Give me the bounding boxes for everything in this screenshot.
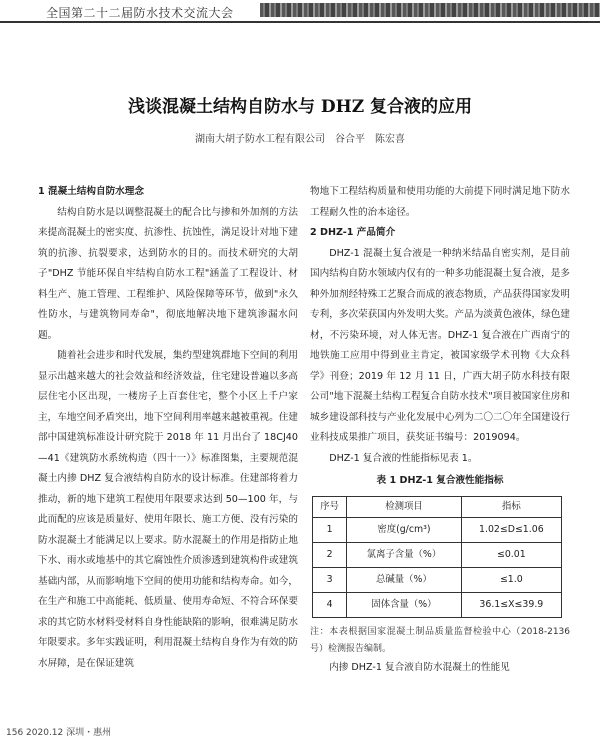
- table-cell: 3: [313, 568, 347, 593]
- table-row: [313, 543, 562, 568]
- table-cell: ≤0.01: [461, 543, 561, 568]
- performance-table: [312, 496, 562, 619]
- section-heading-1: 1 混凝土结构自防水理念: [38, 186, 144, 197]
- table-header-cell: 序号: [313, 496, 347, 518]
- paragraph: DHZ-1 混凝土复合液是一种纳米结晶自密实剂，是目前国内结构自防水领域内仅有的一种多功能混凝土复合液，是多种外加剂经特殊工艺聚合而成的液态物质，产品获得国家发明专利，多次荣获国内外发明大奖。产品为淡黄色液体，绿色建材，不污染环境，对人体无害。DHZ-1 复合液在广西南宁的地铁施工应用中得到业主肯定，被国家级学术刊物《大众科学》刊登；2019 年 12 月 11 日，广西大胡子防水科技有限公司"地下混凝土结构工程复合自防水技术"项目被国家住房和城乡建设部科技与产业化发展中心列为二〇二〇年全国建设行业科技成果推广项目，获奖证书编号：2019094。: [310, 247, 570, 443]
- table-row: [313, 518, 562, 543]
- table-cell: 1: [313, 518, 347, 543]
- table-note: 注：本表根据国家混凝土制品质量监督检验中心（2018-2136 号）检测报告编制。: [310, 627, 570, 654]
- table-cell: 1.02≤D≤1.06: [461, 518, 561, 543]
- table-header-cell: 指标: [461, 496, 561, 518]
- table-cell: 氯离子含量（%）: [347, 543, 461, 568]
- table-cell: 2: [313, 543, 347, 568]
- section-heading-2: 2 DHZ-1 产品简介: [310, 227, 396, 238]
- paragraph: 随着社会进步和时代发展，集约型建筑群地下空间的利用显示出越来越大的社会效益和经济效益，住宅建设普遍以多高层住宅小区出现，一楼房子上百套住宅，整个小区上千户家主，车地空间矛盾突出，地下空间利用率越来越被重视。住建部中国建筑标准设计研究院于 2018 年 11 月出台了 18CJ40—41《建筑防水系统构造（四十一）》标准图集，主要规范混凝土内掺 DHZ 复合液结构自防水的设计标准。住建部将着力推动，新的地下建筑工程使用年限要求达到 50—100 年，与此而配的应该是质量好、使用年限长、施工方便、没有污染的防水混凝土才能满足以上要求。防水混凝土的作用是指防止地下水、雨水或地基中的其它腐蚀性介质渗透到建筑构件或建筑基础内部，从而影响地下空间的使用功能和结构寿命。如今，在生产和施工中高能耗、低质量、使用寿命短、不符合环保要求的其它防水材料受材料自身性能缺陷的影响，很难满足防水年限要求。多年实践证明，利用混凝土结构自身作为有效的防水屏障，是在保证建筑: [38, 350, 298, 669]
- paragraph: 物地下工程结构质量和使用功能的大前提下同时满足地下防水工程耐久性的治本途径。: [310, 186, 570, 218]
- table-row: [313, 568, 562, 593]
- article-title: 浅谈混凝土结构自防水与 DHZ 复合液的应用: [127, 97, 473, 117]
- table-header-row: [313, 496, 562, 518]
- table-caption: 表 1 DHZ-1 复合液性能指标: [376, 475, 504, 486]
- header-rule: [0, 21, 600, 23]
- header-decoration: [260, 3, 600, 17]
- running-header-text: 全国第二十二届防水技术交流大会: [46, 6, 234, 20]
- table-cell: 36.1≤X≤39.9: [461, 593, 561, 618]
- table-cell: 密度(g/cm³): [347, 518, 461, 543]
- left-column: [38, 182, 298, 674]
- paragraph: DHZ-1 复合液的性能指标见表 1。: [329, 452, 478, 464]
- article-byline: 湖南大胡子防水工程有限公司 谷合平 陈宏喜: [195, 134, 405, 145]
- right-column: [310, 182, 570, 679]
- paragraph: 内掺 DHZ-1 复合液自防水混凝土的性能见: [329, 662, 510, 673]
- table-header-cell: 检测项目: [347, 496, 461, 518]
- table-cell: 总碱量（%）: [347, 568, 461, 593]
- page-footer: 156 2020.12 深圳・惠州: [6, 728, 112, 738]
- table-row: [313, 593, 562, 618]
- table-cell: 4: [313, 593, 347, 618]
- paragraph: 结构自防水是以调整混凝土的配合比与掺和外加剂的方法来提高混凝土的密实度、抗渗性、抗蚀性，满足设计对地下建筑的抗渗、抗裂要求，达到防水的目的。而技术研究的大胡子"DHZ 节能环保自牢结构自防水工程"涵盖了工程设计、材料生产、施工管理、工程维护、风险保障等环节，做到"永久性防水，与建筑物同寿命"，彻底地解决地下建筑渗漏水问题。: [38, 206, 298, 341]
- table-cell: 固体含量（%）: [347, 593, 461, 618]
- running-header: [0, 0, 600, 20]
- table-cell: ≤1.0: [461, 568, 561, 593]
